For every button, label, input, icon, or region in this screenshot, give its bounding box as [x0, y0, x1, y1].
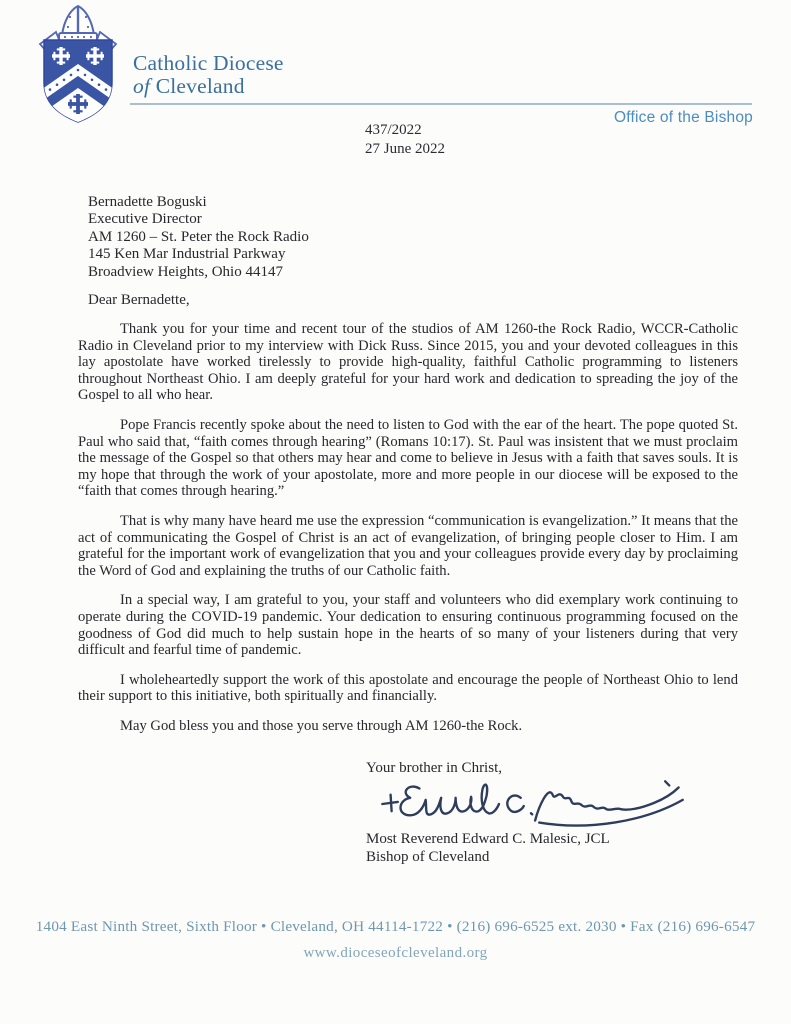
- recipient-address: [88, 194, 309, 281]
- body-paragraph: Thank you for your time and recent tour of the studios of AM 1260-the Rock Radio, WCCR-Catholic Radio in Cleveland prior to my interview with Dick Russ. Since 2015, you and your devoted colleagues in this lay apostolate have worked tirelessly to provide high-quality, faithful Catholic programming to listeners throughout Northeast Ohio. I am deeply grateful for your hard work and dedication to spreading the joy of the Gospel to all who hear.: [78, 321, 738, 404]
- office-of-the-bishop-label: Office of the Bishop: [614, 109, 753, 126]
- body-paragraph: May God bless you and those you serve through AM 1260-the Rock.: [120, 717, 523, 734]
- org-name-of: of: [133, 74, 151, 98]
- recipient-org: AM 1260 – St. Peter the Rock Radio: [88, 228, 309, 245]
- valediction: Your brother in Christ,: [366, 760, 502, 776]
- letter-footer: [0, 918, 791, 962]
- body-paragraph: I wholeheartedly support the work of this apostolate and encourage the people of Northeast Ohio to lend their support to this initiative, both spiritually and financially.: [78, 671, 738, 705]
- body-paragraph: Pope Francis recently spoke about the need to listen to God with the ear of the heart. The pope quoted St. Paul who said that, “faith comes through hearing” (Romans 10:17). St. Paul was insistent that we must proclaim the message of the Gospel so that others may hear and come to believe in Jesus with a faith that saves souls. It is my hope that through the work of your apostolate, more and more people in our diocese will be exposed to the “faith that comes through hearing.”: [78, 416, 738, 500]
- org-name-line1: Catholic Diocese: [133, 51, 284, 75]
- recipient-title: Executive Director: [88, 211, 202, 228]
- footer-website: www.dioceseofcleveland.org: [303, 945, 488, 961]
- reference-block: [365, 121, 445, 158]
- signature-block: [366, 831, 610, 866]
- org-name-line2: of Cleveland: [133, 74, 245, 98]
- handwritten-signature-icon: [372, 774, 692, 834]
- letter-date: 27 June 2022: [365, 140, 445, 157]
- recipient-city: Broadview Heights, Ohio 44147: [88, 263, 283, 280]
- signer-name: Most Reverend Edward C. Malesic, JCL: [366, 831, 610, 847]
- protocol-number: 437/2022: [365, 122, 422, 138]
- org-name: [133, 52, 284, 98]
- letter-body: [78, 321, 738, 747]
- recipient-street: 145 Ken Mar Industrial Parkway: [88, 246, 286, 263]
- letterhead-divider: [130, 103, 752, 105]
- body-paragraph: That is why many have heard me use the expression “communication is evangelization.” It means that the act of communicating the Gospel of Christ is an act of evangelization, of bringing people closer to Him. I am grateful for the important work of evangelization that you and your colleagues provide every day by proclaiming the Word of God and explaining the truths of our Catholic faith.: [78, 512, 739, 579]
- footer-address: 1404 East Ninth Street, Sixth Floor • Cleveland, OH 44114-1722 • (216) 696-6525 ext. 2030 • Fax (216) 696-6547: [35, 918, 756, 935]
- recipient-name: Bernadette Boguski: [88, 194, 207, 210]
- body-paragraph: In a special way, I am grateful to you, your staff and volunteers who did exemplary work continuing to operate during the COVID-19 pandemic. Your dedication to ensuring continuous programming focused on the goodness of God did much to help sustain hope in the hearts of so many of your listeners during that very difficult and fearful time of pandemic.: [78, 592, 738, 659]
- diocese-crest-icon: [24, 4, 132, 128]
- salutation: Dear Bernadette,: [88, 292, 190, 308]
- signer-title: Bishop of Cleveland: [366, 848, 490, 865]
